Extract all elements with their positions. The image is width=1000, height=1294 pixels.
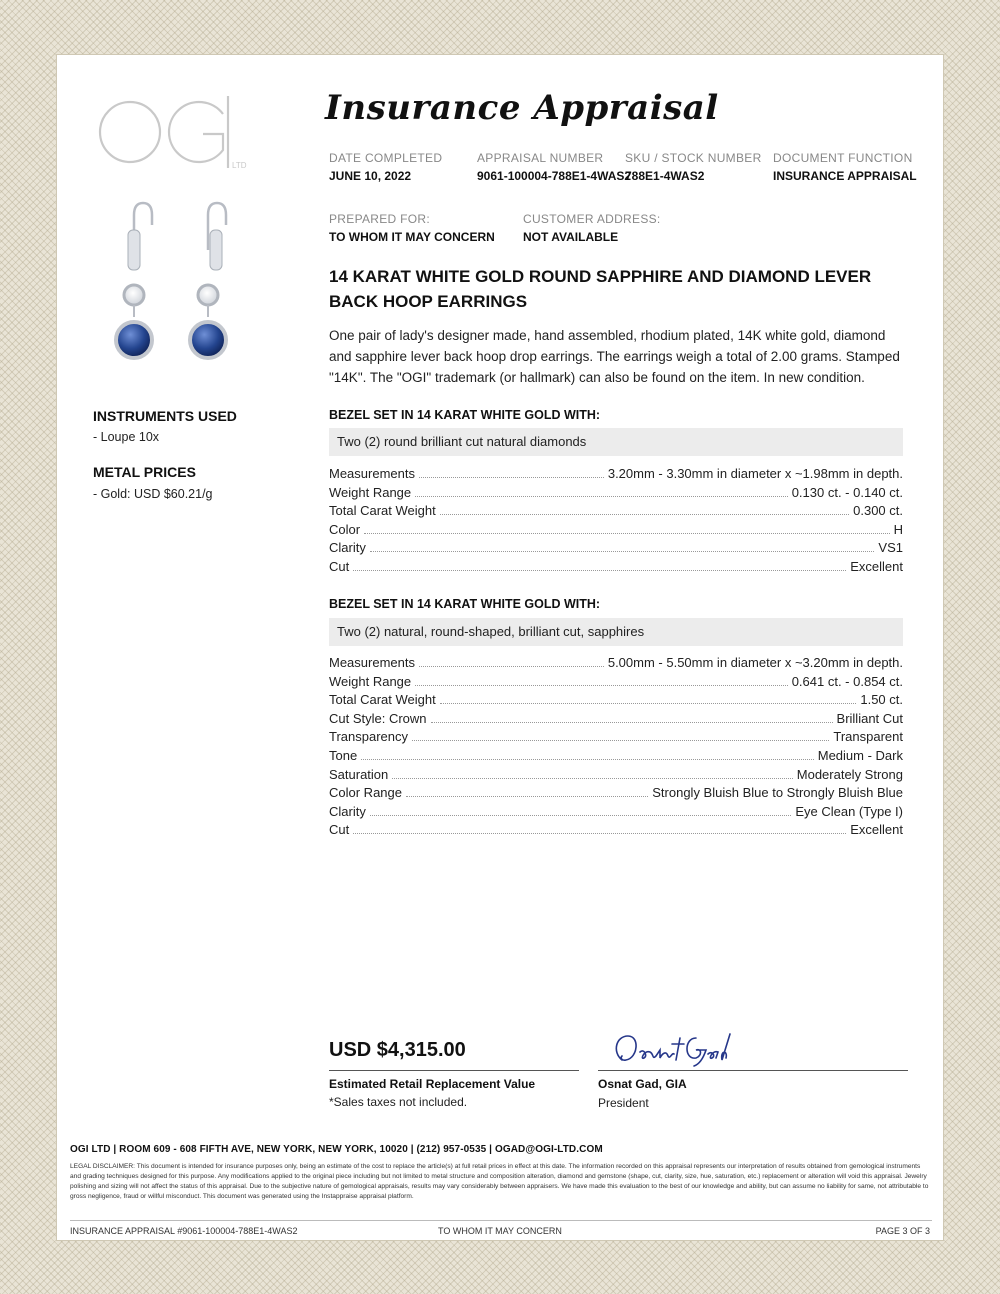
spec-row bbox=[329, 485, 903, 504]
spec-value: 0.300 ct. bbox=[853, 503, 903, 519]
instruments-item: - Loupe 10x bbox=[93, 430, 160, 444]
date-completed-value: JUNE 10, 2022 bbox=[329, 169, 412, 183]
spec-row bbox=[329, 785, 903, 804]
spec-value: H bbox=[893, 521, 903, 537]
customer-address-label: CUSTOMER ADDRESS: bbox=[523, 212, 661, 226]
footer-divider bbox=[70, 1220, 932, 1221]
spec-value: Medium - Dark bbox=[817, 747, 903, 763]
appraisal-number-label: APPRAISAL NUMBER bbox=[477, 151, 604, 165]
spec-label: Color Range bbox=[329, 785, 402, 801]
item-description: One pair of lady's designer made, hand assembled, rhodium plated, 14K white gold, diamond and sapphire lever back hoop drop earrings. The earrings weigh a total of 2.00 grams. Stamped "14K". The "OGI" trademark (or hallmark) can also be found on the item. In new condition. bbox=[329, 328, 900, 385]
price-underline bbox=[329, 1070, 579, 1071]
sapphire-spec-list bbox=[329, 655, 903, 841]
appraisal-number-value: 9061-100004-788E1-4WAS2 bbox=[477, 169, 632, 183]
company-address: OGI LTD | ROOM 609 - 608 FIFTH AVE, NEW YORK, NEW YORK, 10020 | (212) 957-0535 | OGAD@OGI-LTD.COM bbox=[70, 1144, 603, 1155]
metal-price-item: - Gold: USD $60.21/g bbox=[93, 487, 213, 501]
spec-row bbox=[329, 729, 903, 748]
document-function-value: INSURANCE APPRAISAL bbox=[773, 169, 917, 183]
handwritten-signature bbox=[610, 1030, 740, 1070]
metal-prices-heading: METAL PRICES bbox=[93, 464, 196, 480]
footer-recipient: TO WHOM IT MAY CONCERN bbox=[438, 1226, 562, 1236]
spec-value: 0.130 ct. - 0.140 ct. bbox=[791, 484, 903, 500]
spec-label: Weight Range bbox=[329, 484, 412, 500]
spec-value: Excellent bbox=[850, 558, 903, 574]
spec-row bbox=[329, 540, 903, 559]
spec-row bbox=[329, 674, 903, 693]
legal-disclaimer: LEGAL DISCLAIMER: This document is intended for insurance purposes only, being an estimate of the cost to replace the article(s) at full retail prices in effect at this date. The information recorded on this appraisal represents our interpretation of results obtained from gemological instruments and grading techniques designed for this purpose. Any modifications applied to the original piece including but not limited to metal structure and composition alteration, diamond and gemstone (shape, cut, clarity, size, hue, saturation, etc.) replacement or alteration will void this appraisal. Jewelry polishing and sizing will not affect the status of this appraisal. Due to the subjective nature of gemological appraisals, results may vary considerably between appraisers. We have made this evaluation to the best of our knowledge and ability, but can assume no liability for same, not attributable to gross negligence, fraud or willful misconduct. This document was generated using the Instappraise appraisal platform. bbox=[70, 1163, 929, 1200]
spec-label: Tone bbox=[329, 747, 358, 763]
ogi-logo bbox=[95, 92, 250, 172]
diamond-section-heading: BEZEL SET IN 14 KARAT WHITE GOLD WITH: bbox=[329, 408, 601, 422]
spec-label: Transparency bbox=[329, 729, 408, 745]
sapphire-summary: Two (2) natural, round-shaped, brilliant cut, sapphires bbox=[329, 618, 903, 646]
document-function-label: DOCUMENT FUNCTION bbox=[773, 151, 913, 165]
spec-value: Eye Clean (Type I) bbox=[795, 803, 903, 819]
spec-row bbox=[329, 748, 903, 767]
spec-value: 3.20mm - 3.30mm in diameter x ~1.98mm in depth. bbox=[607, 466, 903, 481]
price-label: Estimated Retail Replacement Value bbox=[329, 1077, 536, 1091]
spec-label: Color bbox=[329, 521, 361, 537]
spec-value: Strongly Bluish Blue to Strongly Bluish Blue bbox=[652, 785, 903, 801]
spec-value: 5.00mm - 5.50mm in diameter x ~3.20mm in depth. bbox=[607, 655, 903, 670]
spec-row bbox=[329, 692, 903, 711]
signer-role: President bbox=[598, 1096, 649, 1110]
date-completed-label: DATE COMPLETED bbox=[329, 151, 443, 165]
sku-label: SKU / STOCK NUMBER bbox=[625, 151, 762, 165]
spec-row bbox=[329, 559, 903, 578]
spec-label: Clarity bbox=[329, 540, 366, 556]
sku-value: 788E1-4WAS2 bbox=[625, 169, 705, 183]
spec-row bbox=[329, 804, 903, 823]
item-title: 14 KARAT WHITE GOLD ROUND SAPPHIRE AND DIAMOND LEVER BACK HOOP EARRINGS bbox=[329, 267, 872, 311]
appraised-price: USD $4,315.00 bbox=[329, 1039, 466, 1061]
spec-row bbox=[329, 503, 903, 522]
spec-row bbox=[329, 822, 903, 841]
earrings-photo bbox=[110, 195, 250, 385]
signature-line bbox=[598, 1070, 908, 1071]
spec-row bbox=[329, 522, 903, 541]
prepared-for-value: TO WHOM IT MAY CONCERN bbox=[329, 230, 495, 244]
spec-row bbox=[329, 767, 903, 786]
spec-label: Clarity bbox=[329, 803, 366, 819]
footer-appraisal-ref: INSURANCE APPRAISAL #9061-100004-788E1-4WAS2 bbox=[70, 1226, 298, 1236]
spec-label: Cut bbox=[329, 822, 350, 838]
footer-page-number: PAGE 3 OF 3 bbox=[875, 1226, 930, 1236]
diamond-summary: Two (2) round brilliant cut natural diamonds bbox=[329, 428, 903, 456]
spec-value: VS1 bbox=[878, 540, 903, 556]
spec-value: Brilliant Cut bbox=[836, 710, 903, 726]
diamond-spec-list bbox=[329, 466, 903, 578]
spec-value: Moderately Strong bbox=[796, 766, 903, 782]
customer-address-value: NOT AVAILABLE bbox=[523, 230, 619, 244]
spec-label: Total Carat Weight bbox=[329, 503, 436, 519]
document-title: Insurance Appraisal bbox=[325, 88, 719, 128]
tax-note: *Sales taxes not included. bbox=[329, 1095, 468, 1109]
spec-row bbox=[329, 655, 903, 674]
spec-label: Total Carat Weight bbox=[329, 692, 436, 708]
spec-label: Cut Style: Crown bbox=[329, 710, 427, 726]
spec-label: Cut bbox=[329, 558, 350, 574]
spec-value: 0.641 ct. - 0.854 ct. bbox=[791, 673, 903, 689]
sapphire-section-heading: BEZEL SET IN 14 KARAT WHITE GOLD WITH: bbox=[329, 597, 601, 611]
spec-label: Weight Range bbox=[329, 673, 412, 689]
spec-value: Transparent bbox=[833, 729, 903, 745]
spec-row bbox=[329, 711, 903, 730]
prepared-for-label: PREPARED FOR: bbox=[329, 212, 431, 226]
spec-value: Excellent bbox=[850, 822, 903, 838]
signer-name: Osnat Gad, GIA bbox=[598, 1077, 687, 1091]
spec-value: 1.50 ct. bbox=[860, 692, 903, 708]
spec-label: Saturation bbox=[329, 766, 389, 782]
logo-suffix: LTD bbox=[232, 161, 247, 170]
instruments-heading: INSTRUMENTS USED bbox=[93, 408, 237, 424]
spec-label: Measurements bbox=[329, 466, 415, 481]
spec-label: Measurements bbox=[329, 655, 415, 670]
spec-row bbox=[329, 466, 903, 485]
